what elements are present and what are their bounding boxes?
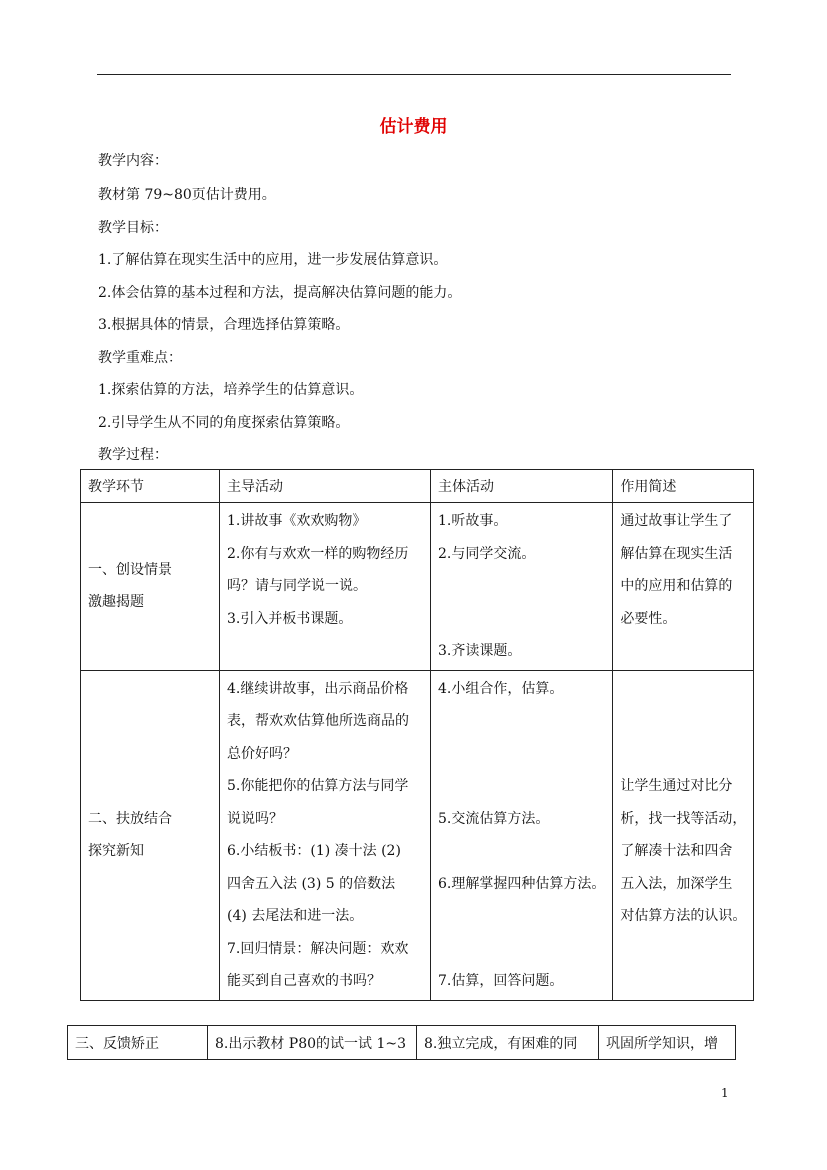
purpose-line: 解估算在现实生活	[620, 545, 733, 562]
process-table	[80, 469, 754, 1001]
lead-cell	[220, 503, 431, 671]
purpose-line: 对估算方法的认识。	[620, 908, 747, 924]
stage-cell	[81, 670, 220, 1000]
header-cell: 教学环节	[81, 470, 220, 503]
keypoint-item: 1.探索估算的方法，培养学生的估算意识。	[98, 382, 364, 398]
goal-item: 3.根据具体的情景，合理选择估算策略。	[98, 317, 350, 333]
paragraph: 教材第 79~80页估计费用。	[98, 187, 276, 203]
student-cell: 8.独立完成，有困难的同	[417, 1026, 599, 1060]
student-line: 6.理解掌握四种估算方法。	[438, 875, 606, 892]
keypoint-item: 2.引导学生从不同的角度探索估算策略。	[98, 415, 350, 431]
lead-line: 3.引入并板书课题。	[227, 610, 353, 627]
goal-item: 1.了解估算在现实生活中的应用，进一步发展估算意识。	[98, 252, 448, 268]
lead-line: 说说吗？	[227, 810, 283, 827]
purpose-line: 让学生通过对比分	[620, 778, 733, 794]
page-number: 1	[721, 1086, 729, 1100]
section-label-process: 教学过程：	[98, 447, 168, 463]
table-row	[68, 1026, 736, 1060]
lead-line: 表，帮欢欢估算他所选商品的	[227, 713, 409, 729]
process-table-continued	[67, 1025, 736, 1060]
section-label-content: 教学内容：	[98, 153, 168, 169]
student-line: 3.齐读课题。	[438, 643, 522, 659]
lead-line: 1.讲故事《欢欢购物》	[227, 513, 367, 529]
stage-line: 二、扶放结合	[88, 810, 172, 827]
header-cell: 主体活动	[431, 470, 613, 503]
table-row	[81, 503, 754, 671]
section-label-keypoints: 教学重难点：	[98, 350, 182, 366]
stage-line: 激趣揭题	[88, 594, 144, 611]
purpose-cell	[613, 503, 754, 671]
table-row	[81, 670, 754, 1000]
section-label-goals: 教学目标：	[98, 220, 168, 236]
goal-item: 2.体会估算的基本过程和方法，提高解决估算问题的能力。	[98, 285, 462, 301]
lead-cell	[220, 670, 431, 1000]
lead-line: 四舍五入法 (3) 5 的倍数法	[227, 875, 396, 892]
stage-cell	[81, 503, 220, 671]
purpose-line: 五入法，加深学生	[620, 875, 733, 892]
lead-line: 7.回归情景：解决问题：欢欢	[227, 940, 409, 957]
header-cell: 主导活动	[220, 470, 431, 503]
purpose-cell: 巩固所学知识，增	[599, 1026, 736, 1060]
lead-line: 吗？请与同学说一说。	[227, 578, 367, 594]
lead-line: 6.小结板书：(1) 凑十法 (2)	[227, 843, 401, 859]
lead-line: 5.你能把你的估算方法与同学	[227, 778, 409, 794]
student-line: 7.估算，回答问题。	[438, 973, 564, 989]
header-cell: 作用简述	[613, 470, 754, 503]
student-line: 4.小组合作，估算。	[438, 680, 564, 697]
student-line: 5.交流估算方法。	[438, 810, 550, 827]
student-cell	[431, 503, 613, 671]
purpose-line: 了解凑十法和四舍	[620, 843, 733, 859]
lead-line: 2.你有与欢欢一样的购物经历	[227, 545, 409, 562]
lead-cell: 8.出示教材 P80的试一试 1~3	[208, 1026, 417, 1060]
student-line: 1.听故事。	[438, 513, 508, 529]
stage-line: 一、创设情景	[88, 561, 172, 578]
table-header-row	[81, 470, 754, 503]
purpose-cell	[613, 670, 754, 1000]
student-line: 2.与同学交流。	[438, 545, 536, 562]
lead-line: 4.继续讲故事，出示商品价格	[227, 680, 409, 697]
header-rule	[97, 74, 731, 75]
student-cell	[431, 670, 613, 1000]
lead-line: 能买到自己喜欢的书吗？	[227, 973, 381, 989]
stage-line: 探究新知	[88, 843, 144, 859]
purpose-line: 析，找一找等活动，	[620, 810, 747, 827]
lead-line: 总价好吗？	[227, 745, 297, 762]
page-title: 估计费用	[379, 117, 448, 137]
purpose-line: 必要性。	[620, 610, 677, 627]
purpose-line: 中的应用和估算的	[620, 578, 733, 594]
purpose-line: 通过故事让学生了	[620, 513, 733, 529]
stage-cell: 三、反馈矫正	[68, 1026, 208, 1060]
lead-line: (4) 去尾法和进一法。	[227, 908, 364, 924]
